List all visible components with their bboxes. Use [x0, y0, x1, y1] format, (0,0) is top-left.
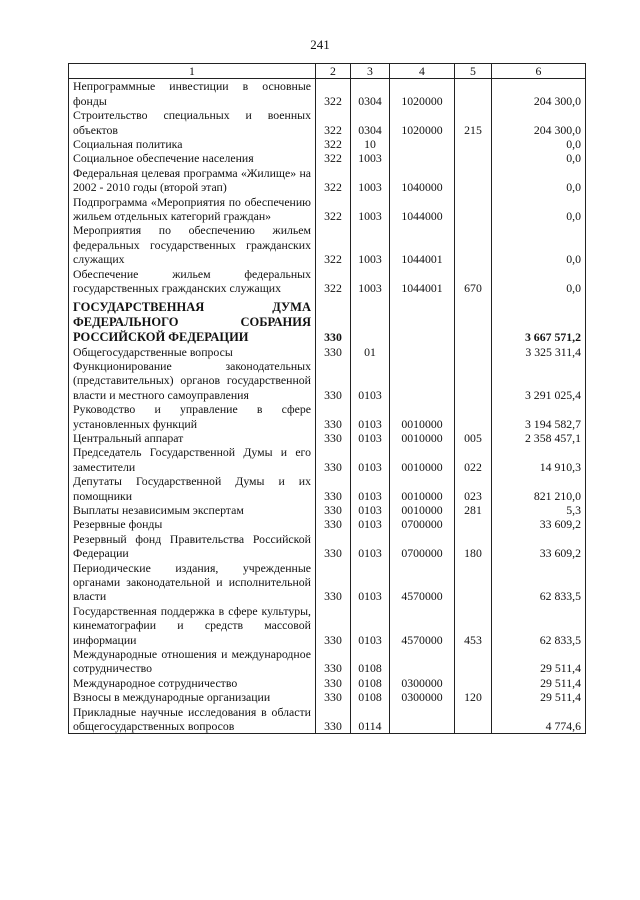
- row-code-section: 1003: [351, 267, 390, 296]
- row-code-ministry: 322: [316, 267, 351, 296]
- column-header-3: 3: [351, 64, 390, 79]
- row-amount: 204 300,0: [492, 108, 586, 137]
- row-code-target: 4570000: [390, 604, 455, 647]
- row-amount: 0,0: [492, 151, 586, 165]
- row-code-expense-type: [455, 79, 492, 108]
- table-row: [69, 195, 586, 224]
- table-row: [69, 345, 586, 359]
- row-code-section: 0103: [351, 503, 390, 517]
- row-code-target: 0300000: [390, 676, 455, 690]
- row-name: Функционирование законодательных (представительных) органов государственной власти и местного самоуправления: [69, 359, 316, 402]
- column-header-6: 6: [492, 64, 586, 79]
- row-code-target: 0700000: [390, 517, 455, 531]
- table-row: [69, 267, 586, 296]
- row-code-target: 0010000: [390, 445, 455, 474]
- row-code-ministry: 322: [316, 137, 351, 151]
- row-code-target: 1044001: [390, 223, 455, 266]
- row-code-ministry: 322: [316, 79, 351, 108]
- table-row: [69, 503, 586, 517]
- row-code-section: 1003: [351, 166, 390, 195]
- row-code-section: 0103: [351, 402, 390, 431]
- row-name: Государственная поддержка в сфере культуры, кинематографии и средств массовой информации: [69, 604, 316, 647]
- row-code-expense-type: 180: [455, 532, 492, 561]
- row-name: Общегосударственные вопросы: [69, 345, 316, 359]
- table-row: [69, 690, 586, 704]
- row-code-target: [390, 151, 455, 165]
- row-code-expense-type: [455, 705, 492, 734]
- row-amount: 0,0: [492, 267, 586, 296]
- row-code-section: 0114: [351, 705, 390, 734]
- row-code-expense-type: [455, 151, 492, 165]
- table-row: [69, 402, 586, 431]
- row-code-expense-type: 005: [455, 431, 492, 445]
- row-code-ministry: 322: [316, 195, 351, 224]
- row-code-section: 0103: [351, 431, 390, 445]
- row-code-expense-type: [455, 195, 492, 224]
- row-name: Председатель Государственной Думы и его заместители: [69, 445, 316, 474]
- row-amount: 4 774,6: [492, 705, 586, 734]
- table-row: [69, 431, 586, 445]
- row-name: Мероприятия по обеспечению жильем федеральных государственных гражданских служащих: [69, 223, 316, 266]
- row-code-ministry: 330: [316, 676, 351, 690]
- row-amount: 62 833,5: [492, 561, 586, 604]
- row-amount: 0,0: [492, 195, 586, 224]
- row-code-expense-type: [455, 517, 492, 531]
- table-row: [69, 532, 586, 561]
- row-code-section: 0108: [351, 676, 390, 690]
- row-code-expense-type: [455, 647, 492, 676]
- row-code-expense-type: [455, 137, 492, 151]
- row-code-ministry: 322: [316, 166, 351, 195]
- row-code-expense-type: 453: [455, 604, 492, 647]
- row-code-target: 0010000: [390, 474, 455, 503]
- row-code-expense-type: 022: [455, 445, 492, 474]
- row-code-ministry: 322: [316, 108, 351, 137]
- row-code-ministry: 330: [316, 532, 351, 561]
- row-code-section: 0103: [351, 445, 390, 474]
- row-code-target: [390, 137, 455, 151]
- row-amount: 0,0: [492, 166, 586, 195]
- table-row: [69, 137, 586, 151]
- row-code-ministry: 330: [316, 503, 351, 517]
- row-name: Резервные фонды: [69, 517, 316, 531]
- row-code-target: 0700000: [390, 532, 455, 561]
- column-header-2: 2: [316, 64, 351, 79]
- row-code-section: 0103: [351, 517, 390, 531]
- row-amount: 0,0: [492, 223, 586, 266]
- row-code-section: 1003: [351, 223, 390, 266]
- row-amount: 2 358 457,1: [492, 431, 586, 445]
- row-code-expense-type: [455, 676, 492, 690]
- row-name: Взносы в международные организации: [69, 690, 316, 704]
- row-code-section: 0103: [351, 359, 390, 402]
- row-name: Федеральная целевая программа «Жилище» на 2002 - 2010 годы (второй этап): [69, 166, 316, 195]
- row-amount: 29 511,4: [492, 647, 586, 676]
- row-amount: 821 210,0: [492, 474, 586, 503]
- row-name: Социальное обеспечение населения: [69, 151, 316, 165]
- row-amount: 29 511,4: [492, 690, 586, 704]
- row-code-expense-type: 023: [455, 474, 492, 503]
- table-row: [69, 561, 586, 604]
- row-amount: 33 609,2: [492, 532, 586, 561]
- table-row: [69, 517, 586, 531]
- row-code-ministry: 330: [316, 402, 351, 431]
- page-number: 241: [310, 37, 330, 52]
- row-code-target: 0010000: [390, 402, 455, 431]
- row-amount: 3 194 582,7: [492, 402, 586, 431]
- table-row: [69, 676, 586, 690]
- row-code-section: 0103: [351, 561, 390, 604]
- row-code-target: 1020000: [390, 79, 455, 108]
- row-code-section: 01: [351, 345, 390, 359]
- row-code-ministry: 330: [316, 431, 351, 445]
- row-code-section: 0304: [351, 108, 390, 137]
- row-code-target: 1044000: [390, 195, 455, 224]
- row-amount: 3 291 025,4: [492, 359, 586, 402]
- row-name: Депутаты Государственной Думы и их помощники: [69, 474, 316, 503]
- row-code-expense-type: 281: [455, 503, 492, 517]
- row-code-expense-type: [455, 345, 492, 359]
- row-code-expense-type: [455, 223, 492, 266]
- row-code-section: 0304: [351, 79, 390, 108]
- row-code-section: 1003: [351, 195, 390, 224]
- row-code-ministry: 322: [316, 223, 351, 266]
- row-amount: 62 833,5: [492, 604, 586, 647]
- row-code-target: [390, 296, 455, 345]
- row-code-target: [390, 647, 455, 676]
- row-name: Периодические издания, учрежденные органами законодательной и исполнительной власти: [69, 561, 316, 604]
- row-amount: 0,0: [492, 137, 586, 151]
- table-row: [69, 296, 586, 345]
- table-row: [69, 79, 586, 108]
- table-row: [69, 474, 586, 503]
- row-code-ministry: 330: [316, 474, 351, 503]
- row-code-ministry: 330: [316, 705, 351, 734]
- row-code-expense-type: 670: [455, 267, 492, 296]
- row-name: Подпрограмма «Мероприятия по обеспечению жильем отдельных категорий граждан»: [69, 195, 316, 224]
- row-amount: 29 511,4: [492, 676, 586, 690]
- row-amount: 33 609,2: [492, 517, 586, 531]
- row-name: Международное сотрудничество: [69, 676, 316, 690]
- row-code-section: 10: [351, 137, 390, 151]
- row-name: ГОСУДАРСТВЕННАЯ ДУМА ФЕДЕРАЛЬНОГО СОБРАНИЯ РОССИЙСКОЙ ФЕДЕРАЦИИ: [69, 296, 316, 345]
- row-code-target: 0300000: [390, 690, 455, 704]
- row-code-ministry: 330: [316, 561, 351, 604]
- row-code-ministry: 330: [316, 296, 351, 345]
- table-row: [69, 445, 586, 474]
- row-code-expense-type: 120: [455, 690, 492, 704]
- table-row: [69, 108, 586, 137]
- row-amount: 14 910,3: [492, 445, 586, 474]
- row-name: Руководство и управление в сфере установленных функций: [69, 402, 316, 431]
- row-code-target: 0010000: [390, 431, 455, 445]
- row-code-ministry: 330: [316, 359, 351, 402]
- table-row: [69, 223, 586, 266]
- row-code-section: 0103: [351, 532, 390, 561]
- row-name: Резервный фонд Правительства Российской Федерации: [69, 532, 316, 561]
- row-code-target: 1020000: [390, 108, 455, 137]
- row-code-ministry: 330: [316, 690, 351, 704]
- table-row: [69, 166, 586, 195]
- row-name: Строительство специальных и военных объектов: [69, 108, 316, 137]
- row-code-section: 1003: [351, 151, 390, 165]
- row-code-expense-type: [455, 296, 492, 345]
- row-code-target: 0010000: [390, 503, 455, 517]
- table-row: [69, 151, 586, 165]
- budget-table: [68, 63, 586, 734]
- table-header-row: [69, 64, 586, 79]
- row-code-target: 1044001: [390, 267, 455, 296]
- row-amount: 5,3: [492, 503, 586, 517]
- row-code-ministry: 322: [316, 151, 351, 165]
- table-row: [69, 647, 586, 676]
- row-code-target: 1040000: [390, 166, 455, 195]
- row-amount: 3 325 311,4: [492, 345, 586, 359]
- table-row: [69, 359, 586, 402]
- row-code-expense-type: [455, 359, 492, 402]
- column-header-1: 1: [69, 64, 316, 79]
- column-header-5: 5: [455, 64, 492, 79]
- row-name: Международные отношения и международное сотрудничество: [69, 647, 316, 676]
- row-code-expense-type: 215: [455, 108, 492, 137]
- table-row: [69, 604, 586, 647]
- row-code-expense-type: [455, 402, 492, 431]
- row-code-section: 0108: [351, 690, 390, 704]
- row-amount: 204 300,0: [492, 79, 586, 108]
- column-header-4: 4: [390, 64, 455, 79]
- row-name: Непрограммные инвестиции в основные фонды: [69, 79, 316, 108]
- row-name: Обеспечение жильем федеральных государственных гражданских служащих: [69, 267, 316, 296]
- row-code-ministry: 330: [316, 517, 351, 531]
- row-amount: 3 667 571,2: [492, 296, 586, 345]
- row-code-section: [351, 296, 390, 345]
- row-name: Прикладные научные исследования в области общегосударственных вопросов: [69, 705, 316, 734]
- row-code-section: 0103: [351, 604, 390, 647]
- row-code-target: [390, 359, 455, 402]
- row-code-expense-type: [455, 166, 492, 195]
- row-name: Социальная политика: [69, 137, 316, 151]
- table-row: [69, 705, 586, 734]
- row-code-ministry: 330: [316, 345, 351, 359]
- row-name: Центральный аппарат: [69, 431, 316, 445]
- row-code-ministry: 330: [316, 647, 351, 676]
- row-code-expense-type: [455, 561, 492, 604]
- table-body: [69, 79, 586, 734]
- row-code-ministry: 330: [316, 604, 351, 647]
- row-code-target: [390, 345, 455, 359]
- row-code-section: 0108: [351, 647, 390, 676]
- row-code-target: [390, 705, 455, 734]
- row-code-section: 0103: [351, 474, 390, 503]
- row-name: Выплаты независимым экспертам: [69, 503, 316, 517]
- row-code-target: 4570000: [390, 561, 455, 604]
- row-code-ministry: 330: [316, 445, 351, 474]
